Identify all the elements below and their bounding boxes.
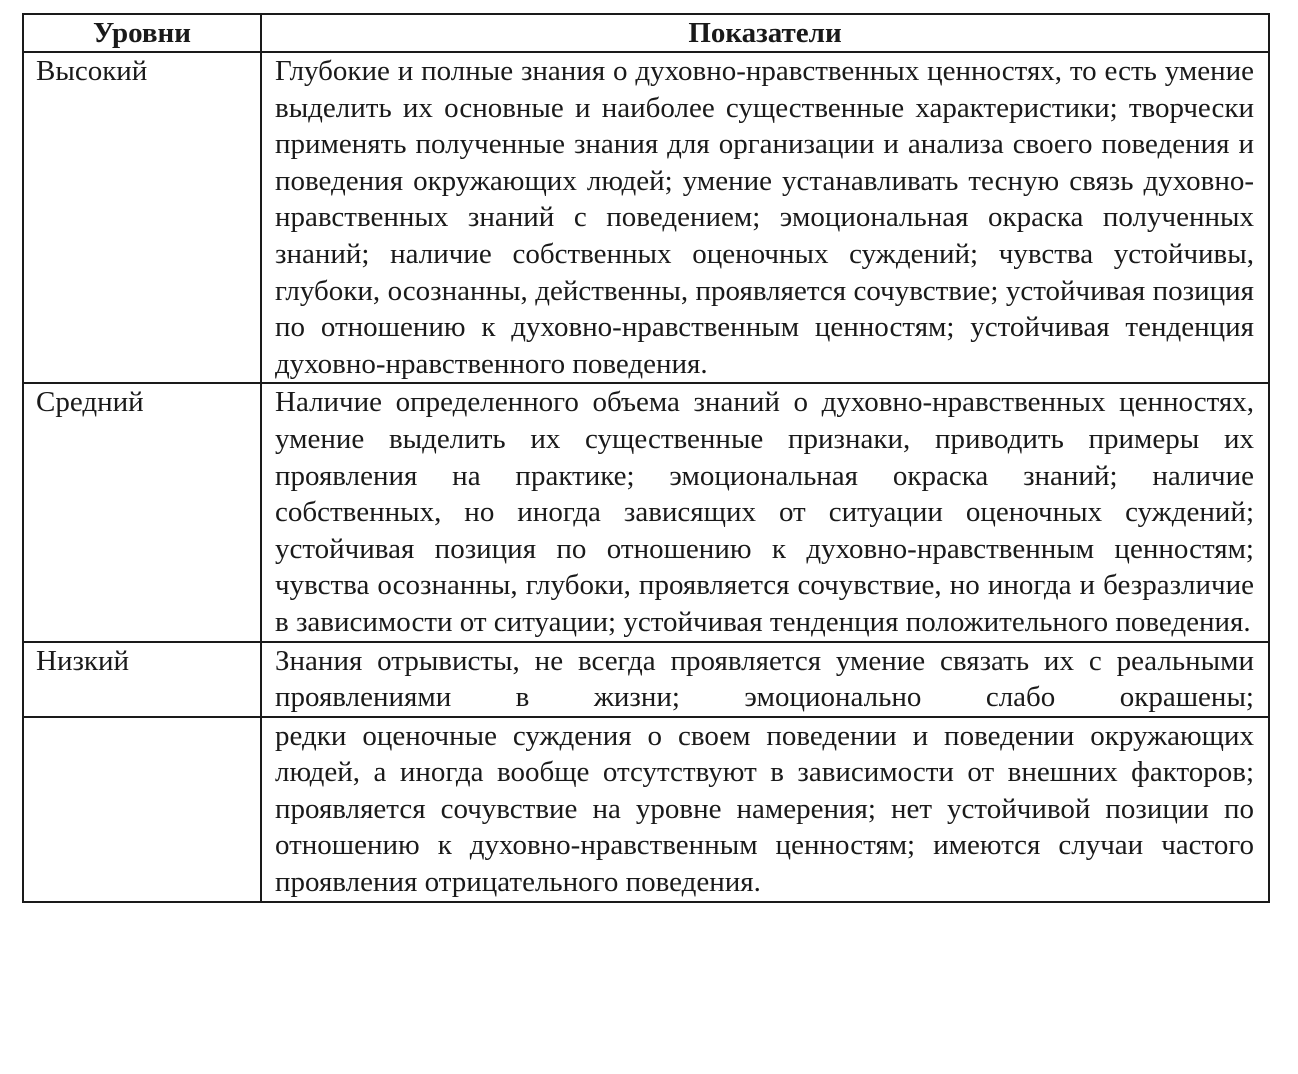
table-row bbox=[23, 383, 1269, 641]
level-cell: Высокий bbox=[23, 52, 261, 383]
indicator-cell bbox=[261, 642, 1269, 717]
table-row bbox=[23, 717, 1269, 902]
level-cell: Низкий bbox=[23, 642, 261, 717]
indicator-text: Наличие определенного объема знаний о духовно-нравственных ценностях, умение выделить их существенные признаки, приводить примеры их проявления на практике; эмоциональная окраска знаний; наличие собственных, но иногда зависящих от ситуации оценочных суждений; устойчивая позиция по отношению к духовно-нравственным ценностям; чувства осознанны, глубоки, проявляется сочувствие, но иногда и безразличие в зависимости от ситуации; устойчивая тенденция положительного поведения. bbox=[275, 386, 1254, 638]
indicator-cell bbox=[261, 717, 1269, 902]
level-cell bbox=[23, 717, 261, 902]
indicator-cell bbox=[261, 383, 1269, 641]
table-header-row bbox=[23, 14, 1269, 52]
indicator-text: редки оценочные суждения о своем поведении и поведении окружающих людей, а иногда вообще отсутствуют в зависимости от внешних факторов; проявляется сочувствие на уровне намерения; нет устойчивой позиции по отношению к духовно-нравственным ценностям; имеются случаи частого проявления отрицательного поведения. bbox=[275, 719, 1254, 899]
levels-indicators-table bbox=[22, 13, 1270, 903]
level-cell: Средний bbox=[23, 383, 261, 641]
indicator-text: Знания отрывисты, не всегда проявляется умение связать их с реальными проявлениями в жизни; эмоционально слабо окрашены; bbox=[275, 644, 1254, 714]
table-row bbox=[23, 52, 1269, 383]
indicator-text: Глубокие и полные знания о духовно-нравственных ценностях, то есть умение выделить их основные и наиболее существенные характеристики; творчески применять полученные знания для организации и анализа своего поведения и поведения окружающих людей; умение устанавливать тесную связь духовно-нравственных знаний с поведением; эмоциональная окраска полученных знаний; наличие собственных оценочных суждений; чувства устойчивы, глубоки, осознанны, действенны, проявляется сочувствие; устойчивая позиция по отношению к духовно-нравственным ценностям; устойчивая тенденция духовно-нравственного поведения. bbox=[275, 55, 1254, 380]
indicator-cell bbox=[261, 52, 1269, 383]
table-row bbox=[23, 642, 1269, 717]
header-indicators: Показатели bbox=[261, 14, 1269, 52]
header-levels: Уровни bbox=[23, 14, 261, 52]
